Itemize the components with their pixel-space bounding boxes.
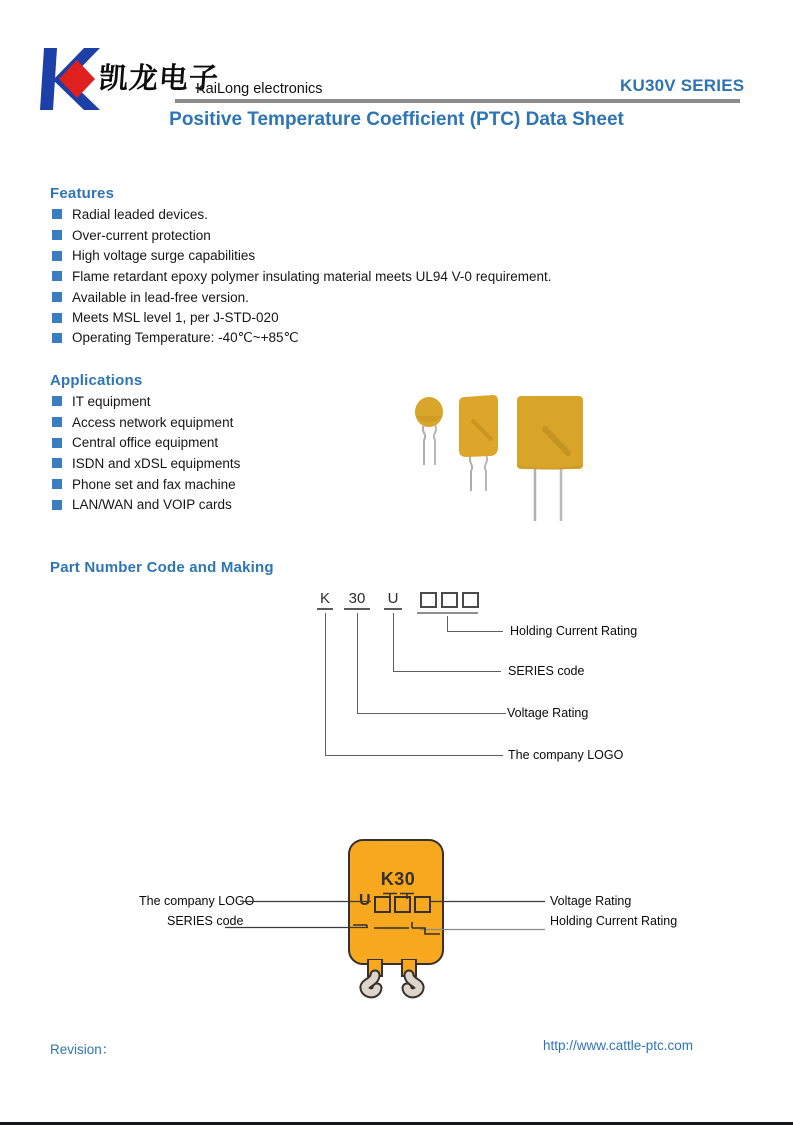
website-link[interactable]: http://www.cattle-ptc.com (543, 1038, 694, 1053)
digit-box-icon (462, 592, 479, 608)
applications-heading: Applications (50, 372, 143, 389)
list-item (52, 412, 240, 433)
device-marking-k30: K30 (380, 869, 416, 889)
digit-box-icon (441, 592, 458, 608)
page-title: Positive Temperature Coefficient (PTC) Data Sheet (169, 109, 624, 130)
code-label-series: SERIES code (508, 664, 585, 678)
code-label-logo: The company LOGO (508, 748, 624, 762)
series-label: KU30V SERIES (620, 76, 745, 95)
list-item (52, 204, 551, 225)
application-item-text: Phone set and fax machine (72, 476, 236, 492)
application-item-text: Access network equipment (72, 414, 234, 430)
bullet-square-icon (52, 458, 62, 468)
device-digit-box-icon (394, 896, 411, 913)
application-item-text: Central office equipment (72, 435, 219, 451)
bullet-square-icon (52, 438, 62, 448)
feature-item-text: Flame retardant epoxy polymer insulating material meets UL94 V-0 requirement. (72, 268, 552, 284)
bullet-square-icon (52, 313, 62, 323)
code-logo-char: K (317, 590, 333, 610)
code-digit-boxes (420, 592, 483, 610)
list-item (52, 245, 551, 266)
logo-chinese-text: 凯龙电子 (97, 61, 221, 95)
code-label-voltage: Voltage Rating (507, 706, 589, 720)
list-item (52, 225, 551, 246)
list-item (52, 287, 551, 308)
header-divider (175, 99, 740, 103)
feature-item-text: Meets MSL level 1, per J-STD-020 (72, 310, 279, 326)
list-item (52, 432, 240, 453)
bullet-square-icon (52, 230, 62, 240)
list-item (52, 474, 240, 495)
list-item (52, 391, 240, 412)
application-item-text: IT equipment (72, 393, 151, 409)
bullet-square-icon (52, 271, 62, 281)
part-number-heading: Part Number Code and Making (50, 559, 274, 576)
marking-label-holding: Holding Current Rating (550, 914, 678, 928)
code-voltage-chars: 30 (344, 590, 370, 610)
bullet-square-icon (52, 209, 62, 219)
features-heading: Features (50, 185, 115, 202)
list-item (52, 328, 551, 349)
marking-label-logo: The company LOGO (139, 894, 255, 908)
feature-item-text: Radial leaded devices. (72, 206, 208, 222)
marking-label-voltage: Voltage Rating (550, 894, 632, 908)
company-name: KaiLong electronics (196, 81, 323, 97)
bullet-square-icon (52, 417, 62, 427)
marking-label-series: SERIES code (167, 914, 244, 928)
feature-item-text: Available in lead-free version. (72, 289, 249, 305)
digit-box-icon (420, 592, 437, 608)
digit-boxes-underline (417, 612, 478, 614)
bullet-square-icon (52, 292, 62, 302)
code-label-holding: Holding Current Rating (510, 624, 638, 638)
feature-item-text: Operating Temperature: -40℃~+85℃ (72, 330, 299, 346)
feature-item-text: Over-current protection (72, 227, 211, 243)
device-digit-box-icon (414, 896, 431, 913)
revision-label: Revision： (50, 1042, 116, 1057)
bullet-square-icon (52, 251, 62, 261)
device-digit-box-icon (374, 896, 391, 913)
company-logo-icon (40, 48, 102, 110)
feature-item-text: High voltage surge capabilities (72, 248, 256, 264)
device-leads-icon (353, 959, 453, 999)
product-photo (395, 385, 595, 530)
applications-list (52, 391, 240, 515)
bullet-square-icon (52, 500, 62, 510)
bullet-square-icon (52, 396, 62, 406)
features-list (52, 204, 551, 349)
application-item-text: ISDN and xDSL equipments (72, 455, 241, 471)
code-series-char: U (384, 590, 402, 610)
device-marking-u: U (359, 892, 371, 909)
list-item (52, 307, 551, 328)
bullet-square-icon (52, 479, 62, 489)
list-item (52, 266, 551, 287)
list-item (52, 494, 240, 515)
list-item (52, 453, 240, 474)
application-item-text: LAN/WAN and VOIP cards (72, 497, 232, 513)
bullet-square-icon (52, 333, 62, 343)
